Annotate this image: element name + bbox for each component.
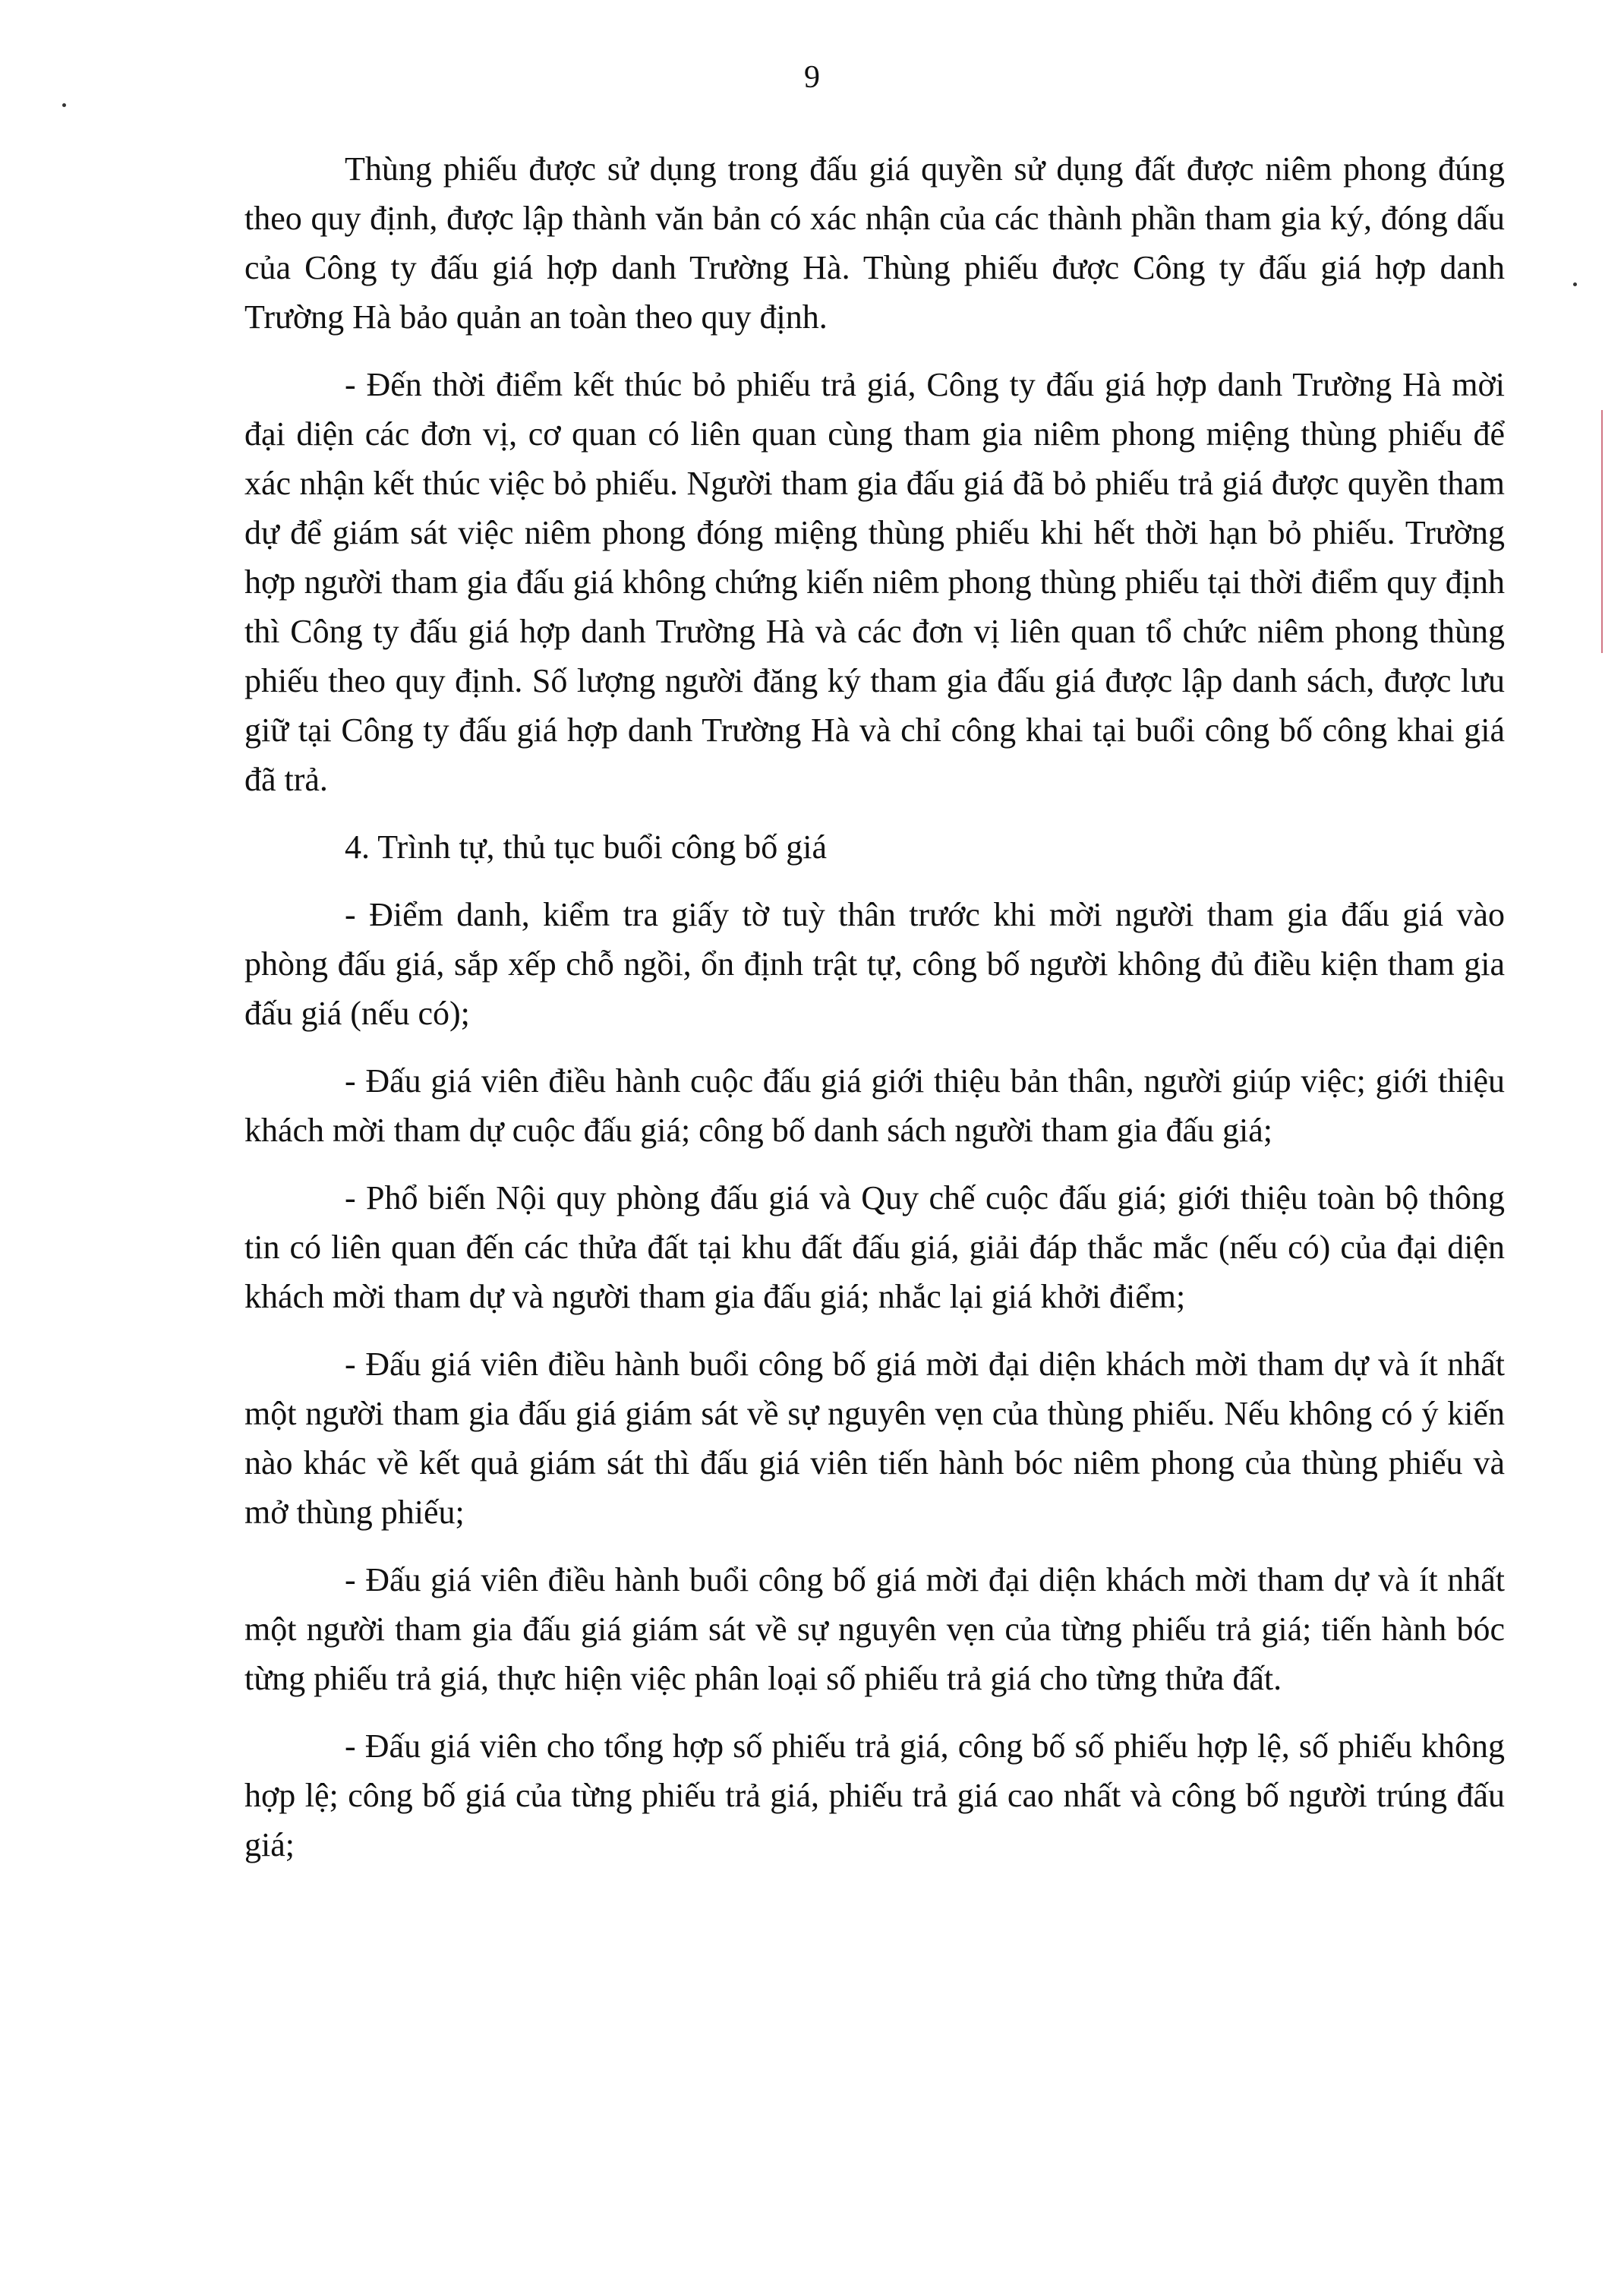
- page-number: 9: [804, 60, 820, 95]
- margin-stamp-mark: [1601, 410, 1622, 653]
- paragraph-rules-announcement: - Phổ biến Nội quy phòng đấu giá và Quy chế cuộc đấu giá; giới thiệu toàn bộ thông tin có liên quan đến các thửa đất tại khu đất đấu giá, giải đáp thắc mắc (nếu có) của đại diện khách mời tham dự và người tham gia đấu giá; nhắc lại giá khởi điểm;: [244, 1179, 1505, 1315]
- paragraph-announce-winner: - Đấu giá viên cho tổng hợp số phiếu trả giá, công bố số phiếu hợp lệ, số phiếu không hợp lệ; công bố giá của từng phiếu trả giá, phiếu trả giá cao nhất và công bố người trúng đấu giá;: [244, 1727, 1505, 1863]
- document-body: [244, 144, 1505, 1869]
- section-heading-procedure: 4. Trình tự, thủ tục buổi công bố giá: [345, 828, 827, 866]
- scan-speck: [1573, 282, 1577, 286]
- paragraph-auctioneer-intro: - Đấu giá viên điều hành cuộc đấu giá giới thiệu bản thân, người giúp việc; giới thiệu khách mời tham dự cuộc đấu giá; công bố danh sách người tham gia đấu giá;: [244, 1062, 1505, 1149]
- paragraph-sort-ballots: - Đấu giá viên điều hành buổi công bố giá mời đại diện khách mời tham dự và ít nhất một người tham gia đấu giá giám sát về sự nguyên vẹn của từng phiếu trả giá; tiến hành bóc từng phiếu trả giá, thực hiện việc phân loại số phiếu trả giá cho từng thửa đất.: [244, 1561, 1505, 1697]
- paragraph-end-of-voting: - Đến thời điểm kết thúc bỏ phiếu trả giá, Công ty đấu giá hợp danh Trường Hà mời đại diện các đơn vị, cơ quan có liên quan cùng tham gia niêm phong miệng thùng phiếu để xác nhận kết thúc việc bỏ phiếu. Người tham gia đấu giá đã bỏ phiếu trả giá được quyền tham dự để giám sát việc niêm phong đóng miệng thùng phiếu khi hết thời hạn bỏ phiếu. Trường hợp người tham gia đấu giá không chứng kiến niêm phong thùng phiếu tại thời điểm quy định thì Công ty đấu giá hợp danh Trường Hà và các đơn vị liên quan tổ chức niêm phong thùng phiếu theo quy định. Số lượng người đăng ký tham gia đấu giá được lập danh sách, được lưu giữ tại Công ty đấu giá hợp danh Trường Hà và chỉ công khai tại buổi công bố công khai giá đã trả.: [244, 366, 1505, 798]
- scan-speck: [62, 103, 66, 107]
- paragraph-ballot-box-seal: Thùng phiếu được sử dụng trong đấu giá quyền sử dụng đất được niêm phong đúng theo quy định, được lập thành văn bản có xác nhận của các thành phần tham gia ký, đóng dấu của Công ty đấu giá hợp danh Trường Hà. Thùng phiếu được Công ty đấu giá hợp danh Trường Hà bảo quản an toàn theo quy định.: [244, 150, 1505, 336]
- paragraph-open-ballot-box: - Đấu giá viên điều hành buổi công bố giá mời đại diện khách mời tham dự và ít nhất một người tham gia đấu giá giám sát về sự nguyên vẹn của thùng phiếu. Nếu không có ý kiến nào khác về kết quả giám sát thì đấu giá viên tiến hành bóc niêm phong của thùng phiếu và mở thùng phiếu;: [244, 1346, 1505, 1531]
- paragraph-roll-call: - Điểm danh, kiểm tra giấy tờ tuỳ thân trước khi mời người tham gia đấu giá vào phòng đấu giá, sắp xếp chỗ ngồi, ổn định trật tự, công bố người không đủ điều kiện tham gia đấu giá (nếu có);: [244, 896, 1505, 1032]
